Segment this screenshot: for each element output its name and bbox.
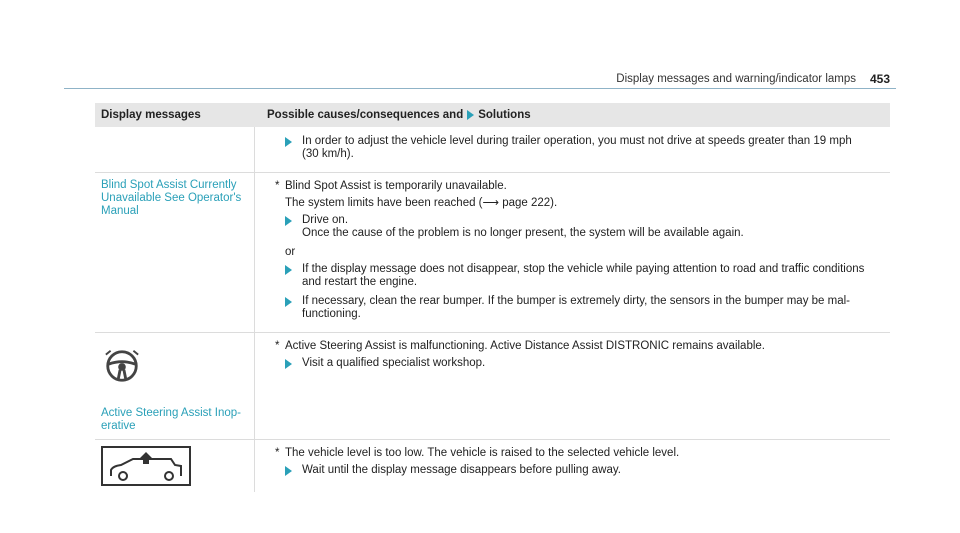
- asterisk: *: [275, 180, 280, 192]
- column-header-solutions-label: Solutions: [478, 109, 531, 121]
- steering-wheel-icon: [103, 347, 141, 385]
- solution-cell: [255, 173, 890, 332]
- arrow-right-icon: [285, 297, 292, 307]
- solution-cell: [255, 127, 890, 172]
- column-header-messages: Display messages: [101, 109, 201, 121]
- page-header-title: Display messages and warning/indicator lamps: [616, 73, 856, 85]
- cause-line: Active Steering Assist is malfunctioning. Active Distance Assist DISTRONIC remains available.: [285, 340, 765, 352]
- arrow-right-icon: [285, 466, 292, 476]
- cause-text: [275, 447, 880, 460]
- reference-text: The system limits have been reached (: [285, 197, 483, 209]
- message-cell: [95, 440, 255, 492]
- message-text: Active Steering Assist Inop-erative: [101, 407, 241, 432]
- table-row: [95, 333, 890, 440]
- step-text: and restart the engine.: [302, 276, 418, 288]
- message-cell: Blind Spot Assist Currently Unavailable See Operator's Manual: [95, 173, 255, 332]
- solution-step: [285, 464, 880, 477]
- or-text: or: [285, 246, 296, 258]
- step-text: Drive on.: [302, 214, 349, 226]
- table-row: [95, 440, 890, 492]
- cause-line: The vehicle level is too low. The vehicle is raised to the selected vehicle level.: [285, 447, 680, 459]
- page-reference-link[interactable]: page 222).: [502, 197, 558, 209]
- message-cell: [95, 333, 255, 439]
- cause-text: [275, 180, 880, 193]
- header-divider: [64, 88, 896, 89]
- cause-text: [275, 340, 880, 353]
- messages-table: [95, 103, 890, 492]
- step-text: If necessary, clean the rear bumper. If the bumper is extremely dirty, the sensors in the bumper may be mal-: [302, 295, 850, 307]
- step-text: Once the cause of the problem is no longer present, the system will be available again.: [302, 227, 744, 239]
- table-row: [95, 173, 890, 333]
- table-row: [95, 127, 890, 173]
- asterisk: *: [275, 447, 280, 459]
- step-text: If the display message does not disappear, stop the vehicle while paying attention to road and traffic conditions: [302, 263, 865, 275]
- column-header-causes-label: Possible causes/consequences and: [267, 109, 464, 121]
- vehicle-level-icon: [101, 446, 191, 486]
- table-header: [95, 103, 890, 127]
- step-text: functioning.: [302, 308, 361, 320]
- page-number: 453: [869, 72, 890, 86]
- step-text: (30 km/h).: [302, 148, 354, 160]
- solution-step: [285, 135, 880, 161]
- arrow-right-icon: [285, 216, 292, 226]
- cause-line: Blind Spot Assist is temporarily unavailable.: [285, 180, 507, 192]
- asterisk: *: [275, 340, 280, 352]
- solution-step: [285, 214, 880, 240]
- arrow-right-icon: [467, 110, 474, 120]
- solution-step: [285, 263, 880, 289]
- column-header-causes: [255, 109, 531, 121]
- solution-cell: [255, 333, 890, 439]
- step-text: Visit a qualified specialist workshop.: [302, 357, 486, 369]
- solution-cell: [255, 440, 890, 492]
- arrow-right-icon: [285, 265, 292, 275]
- arrow-right-icon: [285, 359, 292, 369]
- arrow-right-icon: [285, 137, 292, 147]
- step-text: In order to adjust the vehicle level during trailer operation, you must not drive at speeds greater than 19 mph: [302, 135, 852, 147]
- message-cell: [95, 127, 255, 172]
- long-arrow-icon: ⟶: [482, 197, 500, 209]
- solution-step: [285, 295, 880, 321]
- cause-reference: [275, 197, 880, 210]
- solution-step: [285, 357, 880, 370]
- step-text: Wait until the display message disappears before pulling away.: [302, 464, 621, 476]
